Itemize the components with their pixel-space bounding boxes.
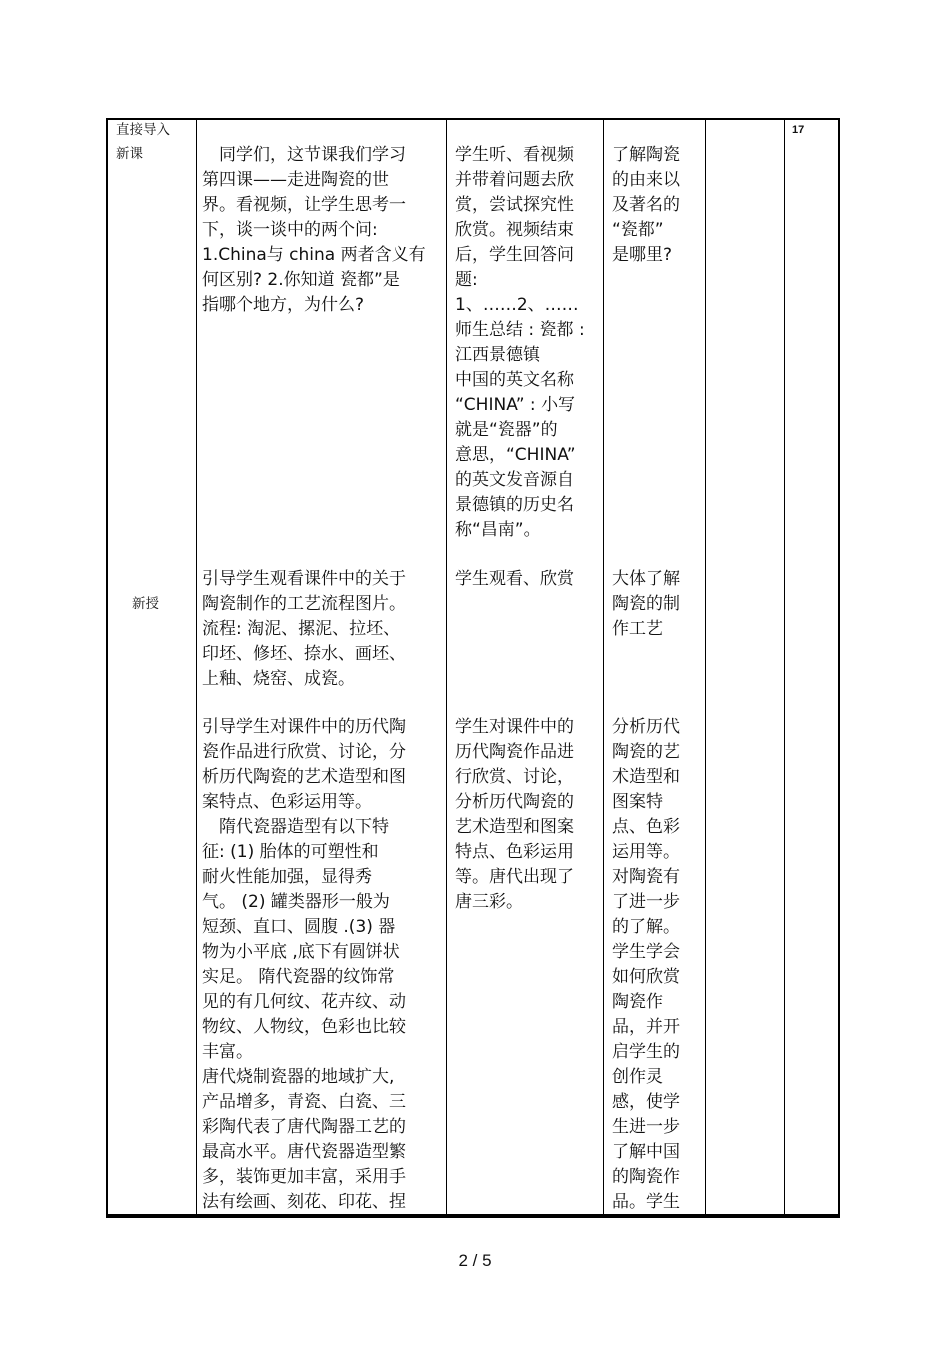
student-activity-process: 学生观看、欣赏 [455,569,574,589]
design-intent-appreciation: 分析历代 陶瓷的艺 术造型和 图案特 点、色彩 运用等。 对陶瓷有 了进一步 的了解。 学生学会 如何欣赏 陶瓷作 品，并开 启学生的 创作灵 感，使学 生进一步 了解中国 的陶瓷作 品。学生 [612,717,680,1212]
column-divider [705,120,706,1214]
page-number: 2 / 5 [458,1251,492,1270]
column-divider [446,120,447,1214]
design-intent-process: 大体了解 陶瓷的制 作工艺 [612,569,680,639]
stage-label-intro: 直接导入 新课 [116,122,170,162]
student-activity-intro: 学生听、看视频 并带着问题去欣 赏，尝试探究性 欣赏。视频结束 后，学生回答问 题: 1、……2、…… 师生总结 : 瓷都 : 江西景德镇 中国的英文名称 “CHINA” : 小写 就是“瓷器”的 意思，“CHINA” 的英文发音源自 景德镇的历史名 称“昌南”。 [455,145,585,540]
student-activity-appreciation: 学生对课件中的 历代陶瓷作品进 行欣赏、讨论， 分析历代陶瓷的 艺术造型和图案 特点、色彩运用 等。唐代出现了 唐三彩。 [455,717,574,912]
column-divider [603,120,604,1214]
design-intent-intro: 了解陶瓷 的由来以 及著名的 “瓷都” 是哪里? [612,145,680,265]
column-divider [784,120,785,1214]
teacher-activity-intro: 同学们，这节课我们学习 第四课——走进陶瓷的世 界。看视频，让学生思考一 下，谈一谈中的两个问: 1.China与 china 两者含义有 何区别? 2.你知道 瓷都”是 指哪个地方，为什么? [202,145,426,315]
teacher-activity-appreciation: 引导学生对课件中的历代陶 瓷作品进行欣赏、讨论，分 析历代陶瓷的艺术造型和图 案特点、色彩运用等。 隋代瓷器造型有以下特 征: (1) 胎体的可塑性和 耐火性能加强，显得秀 气。 (2) 罐类器形一般为 短颈、直口、圆腹 .(3) 器 物为小平底 ,底下有圆饼状 实足。 隋代瓷器的纹饰常 见的有几何纹、花卉纹、动 物纹、人物纹，色彩也比较 丰富。 唐代烧制瓷器的地域扩大, 产品增多，青瓷、白瓷、三 彩陶代表了唐代陶器工艺的 最高水平。唐代瓷器造型繁 多，装饰更加丰富，采用手 法有绘画、刻花、印花、捏 [202,717,406,1212]
row-number: 17 [792,124,805,136]
teacher-activity-process: 引导学生观看课件中的关于 陶瓷制作的工艺流程图片。 流程: 淘泥、摞泥、拉坯、 印坯、修坯、捺水、画坯、 上釉、烧窑、成瓷。 [202,569,406,689]
column-divider [196,120,197,1214]
stage-label-new: 新授 [132,596,159,612]
